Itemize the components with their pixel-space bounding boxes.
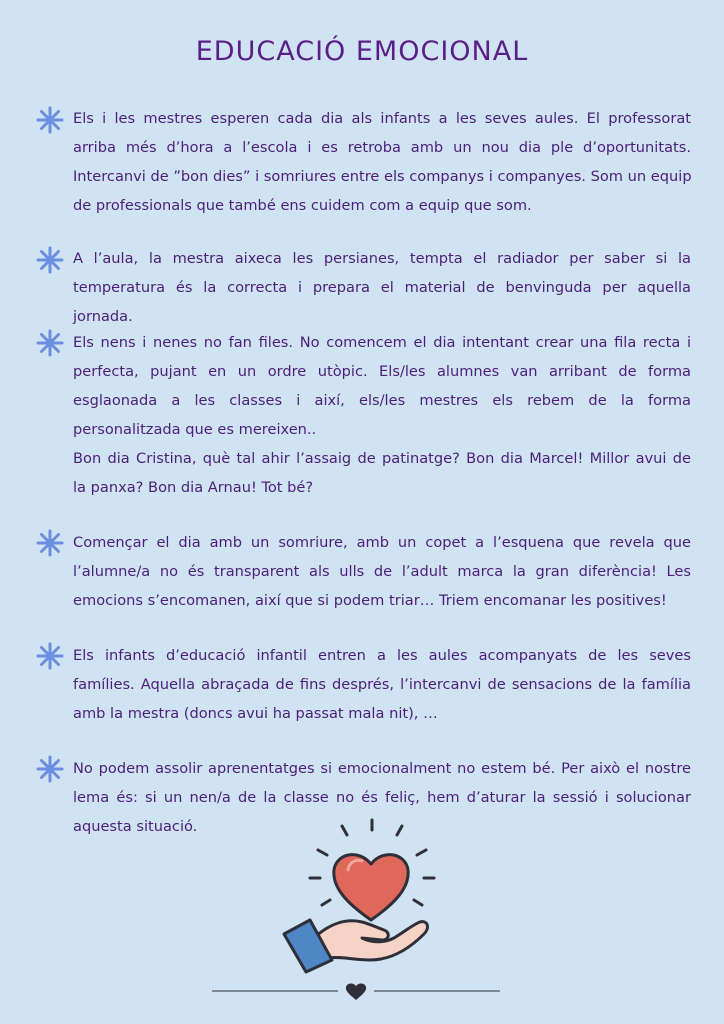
paragraph-line: la panxa? Bon dia Arnau! Tot bé? xyxy=(73,479,314,496)
asterisk-star-icon xyxy=(36,529,64,557)
small-heart-icon xyxy=(346,983,366,1000)
paragraph-line: Començar el dia amb un somriure, amb un copet a l’esquena que revela que xyxy=(73,534,691,551)
heart-in-hand-icon xyxy=(270,818,440,978)
paragraph-line: l’alumne/a no és transparent als ulls de l’adult marca la gran diferència! Les xyxy=(73,563,691,580)
paragraph-line: emocions s’encomanen, així que si podem triar… Triem encomanar les positives! xyxy=(73,592,667,609)
asterisk-star-icon xyxy=(36,755,64,783)
paragraph-line: perfecta, pujant en un ordre utòpic. Els/les alumnes van arribant de forma xyxy=(73,363,691,380)
paragraph-5 xyxy=(73,641,691,728)
paragraph-line: temperatura és la correcta i prepara el material de benvinguda per aquella xyxy=(73,279,691,296)
paragraph-line: amb la mestra (doncs avui ha passat mala nit), … xyxy=(73,705,438,722)
paragraph-line: personalitzada que es mereixen.. xyxy=(73,421,317,438)
page-title: EDUCACIÓ EMOCIONAL xyxy=(195,36,529,67)
paragraph-line: de professionals que també ens cuidem com a equip que som. xyxy=(73,197,532,214)
paragraph-1 xyxy=(73,104,691,220)
paragraph-line: arriba més d’hora a l’escola i es retroba amb un nou dia ple d’oportunitats. xyxy=(73,139,691,156)
paragraph-2 xyxy=(73,244,691,331)
paragraph-line: Intercanvi de ”bon dies” i somriures entre els companys i companyes. Som un equip xyxy=(73,168,692,185)
open-hand xyxy=(316,921,427,960)
paragraph-line: aquesta situació. xyxy=(73,818,198,835)
paragraph-3 xyxy=(73,328,691,502)
paragraph-line: Bon dia Cristina, què tal ahir l’assaig de patinatge? Bon dia Marcel! Millor avui de xyxy=(73,450,691,467)
paragraph-line: Els infants d’educació infantil entren a les aules acompanyats de les seves xyxy=(73,647,691,664)
paragraph-line: Els nens i nenes no fan files. No comencem el dia intentant crear una fila recta i xyxy=(73,334,691,351)
paragraph-4 xyxy=(73,528,691,615)
paragraph-line: jornada. xyxy=(73,308,133,325)
paragraph-line: famílies. Aquella abraçada de fins després, l’intercanvi de sensacions de la família xyxy=(73,676,691,693)
paragraph-line: lema és: si un nen/a de la classe no és feliç, hem d’aturar la sessió i solucionar xyxy=(73,789,691,806)
heart-icon xyxy=(334,855,408,920)
paragraph-line: esglaonada a les classes i així, els/les mestres els rebem de la forma xyxy=(73,392,691,409)
asterisk-star-icon xyxy=(36,246,64,274)
asterisk-star-icon xyxy=(36,642,64,670)
paragraph-line: A l’aula, la mestra aixeca les persianes, tempta el radiador per saber si la xyxy=(73,250,691,267)
divider xyxy=(212,980,500,1004)
asterisk-star-icon xyxy=(36,106,64,134)
asterisk-star-icon xyxy=(36,329,64,357)
paragraph-line: Els i les mestres esperen cada dia als infants a les seves aules. El professorat xyxy=(73,110,691,127)
paragraph-line: No podem assolir aprenentatges si emocionalment no estem bé. Per això el nostre xyxy=(73,760,691,777)
